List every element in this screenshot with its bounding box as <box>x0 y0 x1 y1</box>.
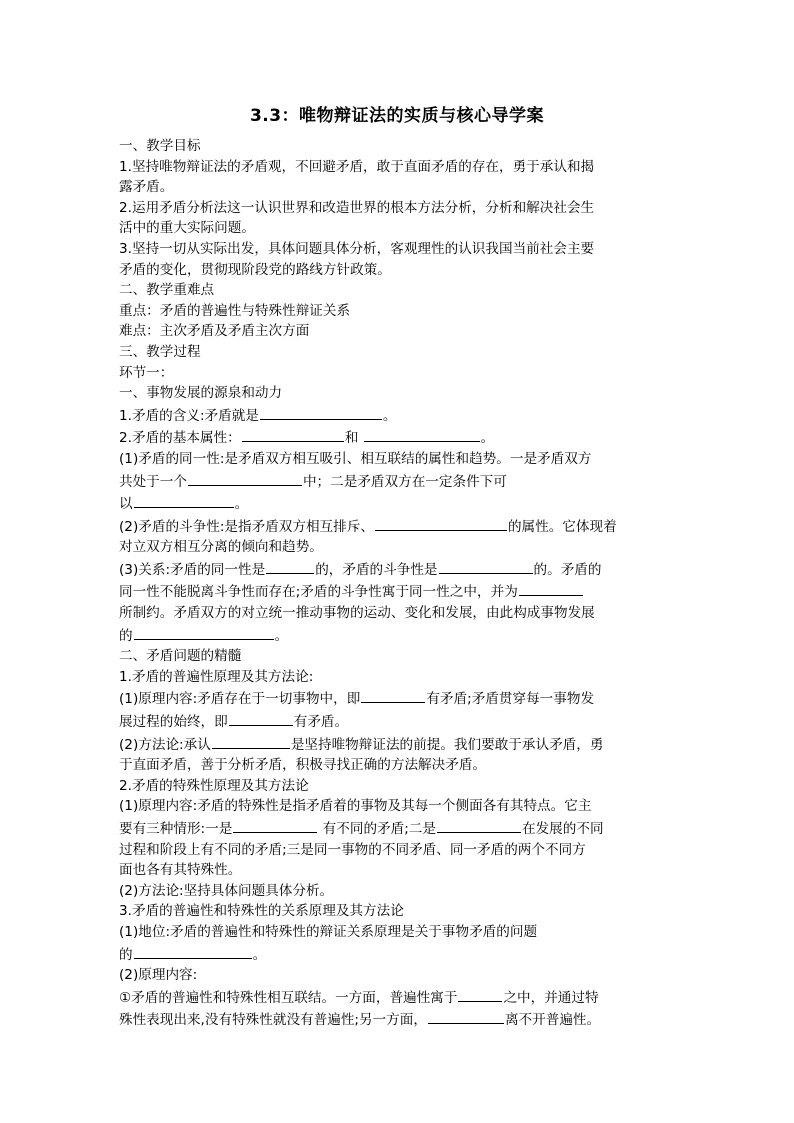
text-segment: 。 <box>274 627 289 644</box>
text-segment: 要有三种情形:一是 <box>119 821 233 837</box>
text-segment: 中；二是矛盾双方在一定条件下可 <box>302 473 507 490</box>
text-segment: 之中，并通过特 <box>503 989 599 1006</box>
text-line <box>119 943 675 966</box>
text-segment: 二、教学重难点 <box>119 282 215 299</box>
text-line <box>119 280 675 301</box>
fill-in-blank <box>519 580 583 596</box>
text-line <box>119 901 675 922</box>
text-segment: 对立双方相互分离的倾向和趋势。 <box>119 539 323 556</box>
text-segment: (2)矛盾的斗争性:是指矛盾双方相互排斥、 <box>119 518 374 535</box>
text-segment: (2)原理内容: <box>119 967 198 984</box>
text-line <box>119 922 675 943</box>
fill-in-blank <box>439 558 533 574</box>
text-segment: 展过程的始终，即 <box>119 714 228 731</box>
text-segment: (1)原理内容:矛盾的特殊性是指矛盾着的事物及其每一个侧面各有其特点。它主 <box>119 798 592 815</box>
text-segment: 1.矛盾的含义:矛盾就是 <box>119 407 259 424</box>
text-line <box>119 558 675 581</box>
text-segment: 。 <box>252 946 267 963</box>
text-segment: 1.矛盾的普遍性原理及其方法论: <box>119 668 314 685</box>
text-line <box>119 687 675 710</box>
text-segment: 一、教学目标 <box>119 138 201 154</box>
text-line <box>119 383 675 404</box>
text-line <box>119 624 675 647</box>
text-segment: 。 <box>480 430 495 447</box>
text-line <box>119 301 675 322</box>
document-page <box>119 104 675 1031</box>
text-line <box>119 342 675 363</box>
text-segment: 有不同的矛盾;二是 <box>318 821 436 837</box>
text-line <box>119 198 675 219</box>
text-segment: 同一性不能脱离斗争性而存在;矛盾的斗争性寓于同一性之中，并为 <box>119 584 518 601</box>
text-line <box>119 157 675 178</box>
text-segment: 一、事物发展的源泉和动力 <box>119 385 283 402</box>
text-segment: 活中的重大实际问题。 <box>119 220 255 237</box>
text-segment: (2)方法论:承认 <box>119 736 211 753</box>
text-line <box>119 136 675 157</box>
fill-in-blank <box>233 817 317 833</box>
text-line <box>119 646 675 667</box>
text-segment: (1)地位:矛盾的普遍性和特殊性的辩证关系原理是关于事物矛盾的问题 <box>119 923 538 940</box>
text-segment: 3.矛盾的普遍性和特殊性的关系原理及其方法论 <box>119 903 404 920</box>
fill-in-blank <box>260 404 382 420</box>
text-segment: 以 <box>119 496 133 513</box>
text-segment: (1)原理内容:矛盾存在于一切事物中，即 <box>119 691 361 708</box>
text-segment: 所制约。矛盾双方的对立统一推动事物的运动、变化和发展，由此构成事物发展 <box>119 605 595 622</box>
fill-in-blank <box>229 710 293 726</box>
fill-in-blank <box>212 733 290 749</box>
text-line <box>119 860 675 881</box>
text-segment: 过程和阶段上有不同的矛盾;三是同一事物的不同矛盾、同一矛盾的两个不同方 <box>119 841 586 858</box>
text-segment: 是坚持唯物辩证法的前提。我们要敢于承认矛盾，勇 <box>290 736 604 753</box>
text-segment: 2.矛盾的特殊性原理及其方法论 <box>119 777 309 794</box>
text-line <box>119 796 675 817</box>
text-line <box>119 177 675 198</box>
text-line <box>119 515 675 538</box>
text-segment: 面也各有其特殊性。 <box>119 862 242 879</box>
text-line <box>119 404 675 427</box>
text-line <box>119 239 675 260</box>
text-segment: 3.坚持一切从实际出发，具体问题具体分析，客观理性的认识我国当前社会主要 <box>119 240 595 257</box>
text-segment: 的。矛盾的 <box>533 561 602 578</box>
text-line <box>119 321 675 342</box>
text-segment: 2.矛盾的基本属性： <box>119 430 241 447</box>
document-body <box>119 136 675 1031</box>
fill-in-blank <box>437 817 521 833</box>
document-title: 3.3：唯物辩证法的实质与核心导学案 <box>249 106 545 126</box>
text-segment: 环节一： <box>119 364 174 381</box>
text-segment: 1.坚持唯物辩证法的矛盾观，不回避矛盾，敢于直面矛盾的存在，勇于承认和揭 <box>119 158 595 175</box>
fill-in-blank <box>134 492 234 508</box>
text-line <box>119 755 675 776</box>
text-segment: ①矛盾的普遍性和特殊性相互联结。一方面，普遍性寓于 <box>119 989 458 1006</box>
text-line <box>119 1008 675 1031</box>
text-segment: 共处于一个 <box>119 473 187 490</box>
text-segment: 三、教学过程 <box>119 343 201 360</box>
text-segment: 有矛盾。 <box>293 714 349 731</box>
text-segment: 的 <box>119 946 133 963</box>
text-line <box>119 260 675 281</box>
text-line <box>119 986 675 1009</box>
text-segment: (2)方法论:坚持具体问题具体分析。 <box>119 882 334 899</box>
fill-in-blank <box>242 426 344 442</box>
fill-in-blank <box>458 986 502 1002</box>
text-line <box>119 776 675 797</box>
text-segment: 于直面矛盾，善于分析矛盾，积极寻找正确的方法解决矛盾。 <box>119 757 487 774</box>
text-segment: 离不开普遍性。 <box>504 1012 601 1029</box>
text-segment: 殊性表现出来,没有特殊性就没有普遍性;另一方面， <box>119 1012 427 1029</box>
text-line <box>119 603 675 624</box>
text-line <box>119 470 675 493</box>
text-line <box>119 881 675 902</box>
text-segment: (1)矛盾的同一性:是矛盾双方相互吸引、相互联结的属性和趋势。一是矛盾双方 <box>119 450 592 467</box>
text-segment: 露矛盾。 <box>119 179 174 196</box>
fill-in-blank <box>266 558 314 574</box>
text-line <box>119 218 675 239</box>
text-segment: (3)关系:矛盾的同一性是 <box>119 561 266 578</box>
text-segment: 的 <box>119 627 133 644</box>
text-segment: 和 <box>344 430 363 447</box>
text-segment: 二、矛盾问题的精髓 <box>119 648 242 665</box>
fill-in-blank <box>364 426 480 442</box>
text-segment: 在发展的不同 <box>522 821 604 837</box>
fill-in-blank <box>428 1008 504 1024</box>
text-segment: 。 <box>382 407 397 424</box>
text-line <box>119 492 675 515</box>
text-line <box>119 840 675 861</box>
fill-in-blank <box>375 515 507 531</box>
text-line <box>119 426 675 449</box>
text-line <box>119 965 675 986</box>
text-line <box>119 667 675 688</box>
text-line <box>119 733 675 756</box>
text-segment: 重点：矛盾的普遍性与特殊性辩证关系 <box>119 302 351 319</box>
text-segment: 的，矛盾的斗争性是 <box>315 561 438 578</box>
fill-in-blank <box>188 470 302 486</box>
text-segment: 矛盾的变化，贯彻现阶段党的路线方针政策。 <box>119 261 391 278</box>
text-line <box>119 449 675 470</box>
text-line <box>119 817 675 840</box>
fill-in-blank <box>361 687 425 703</box>
text-line <box>119 363 675 384</box>
text-line <box>119 537 675 558</box>
text-line <box>119 580 675 603</box>
fill-in-blank <box>134 943 252 959</box>
text-segment: 2.运用矛盾分析法这一认识世界和改造世界的根本方法分析，分析和解决社会生 <box>119 199 595 216</box>
text-line <box>119 710 675 733</box>
text-segment: 有矛盾;矛盾贯穿每一事物发 <box>426 691 595 708</box>
text-segment: 难点：主次矛盾及矛盾主次方面 <box>119 323 310 340</box>
fill-in-blank <box>134 624 274 640</box>
text-segment: 的属性。它体现着 <box>507 518 617 535</box>
text-segment: 。 <box>234 496 249 513</box>
